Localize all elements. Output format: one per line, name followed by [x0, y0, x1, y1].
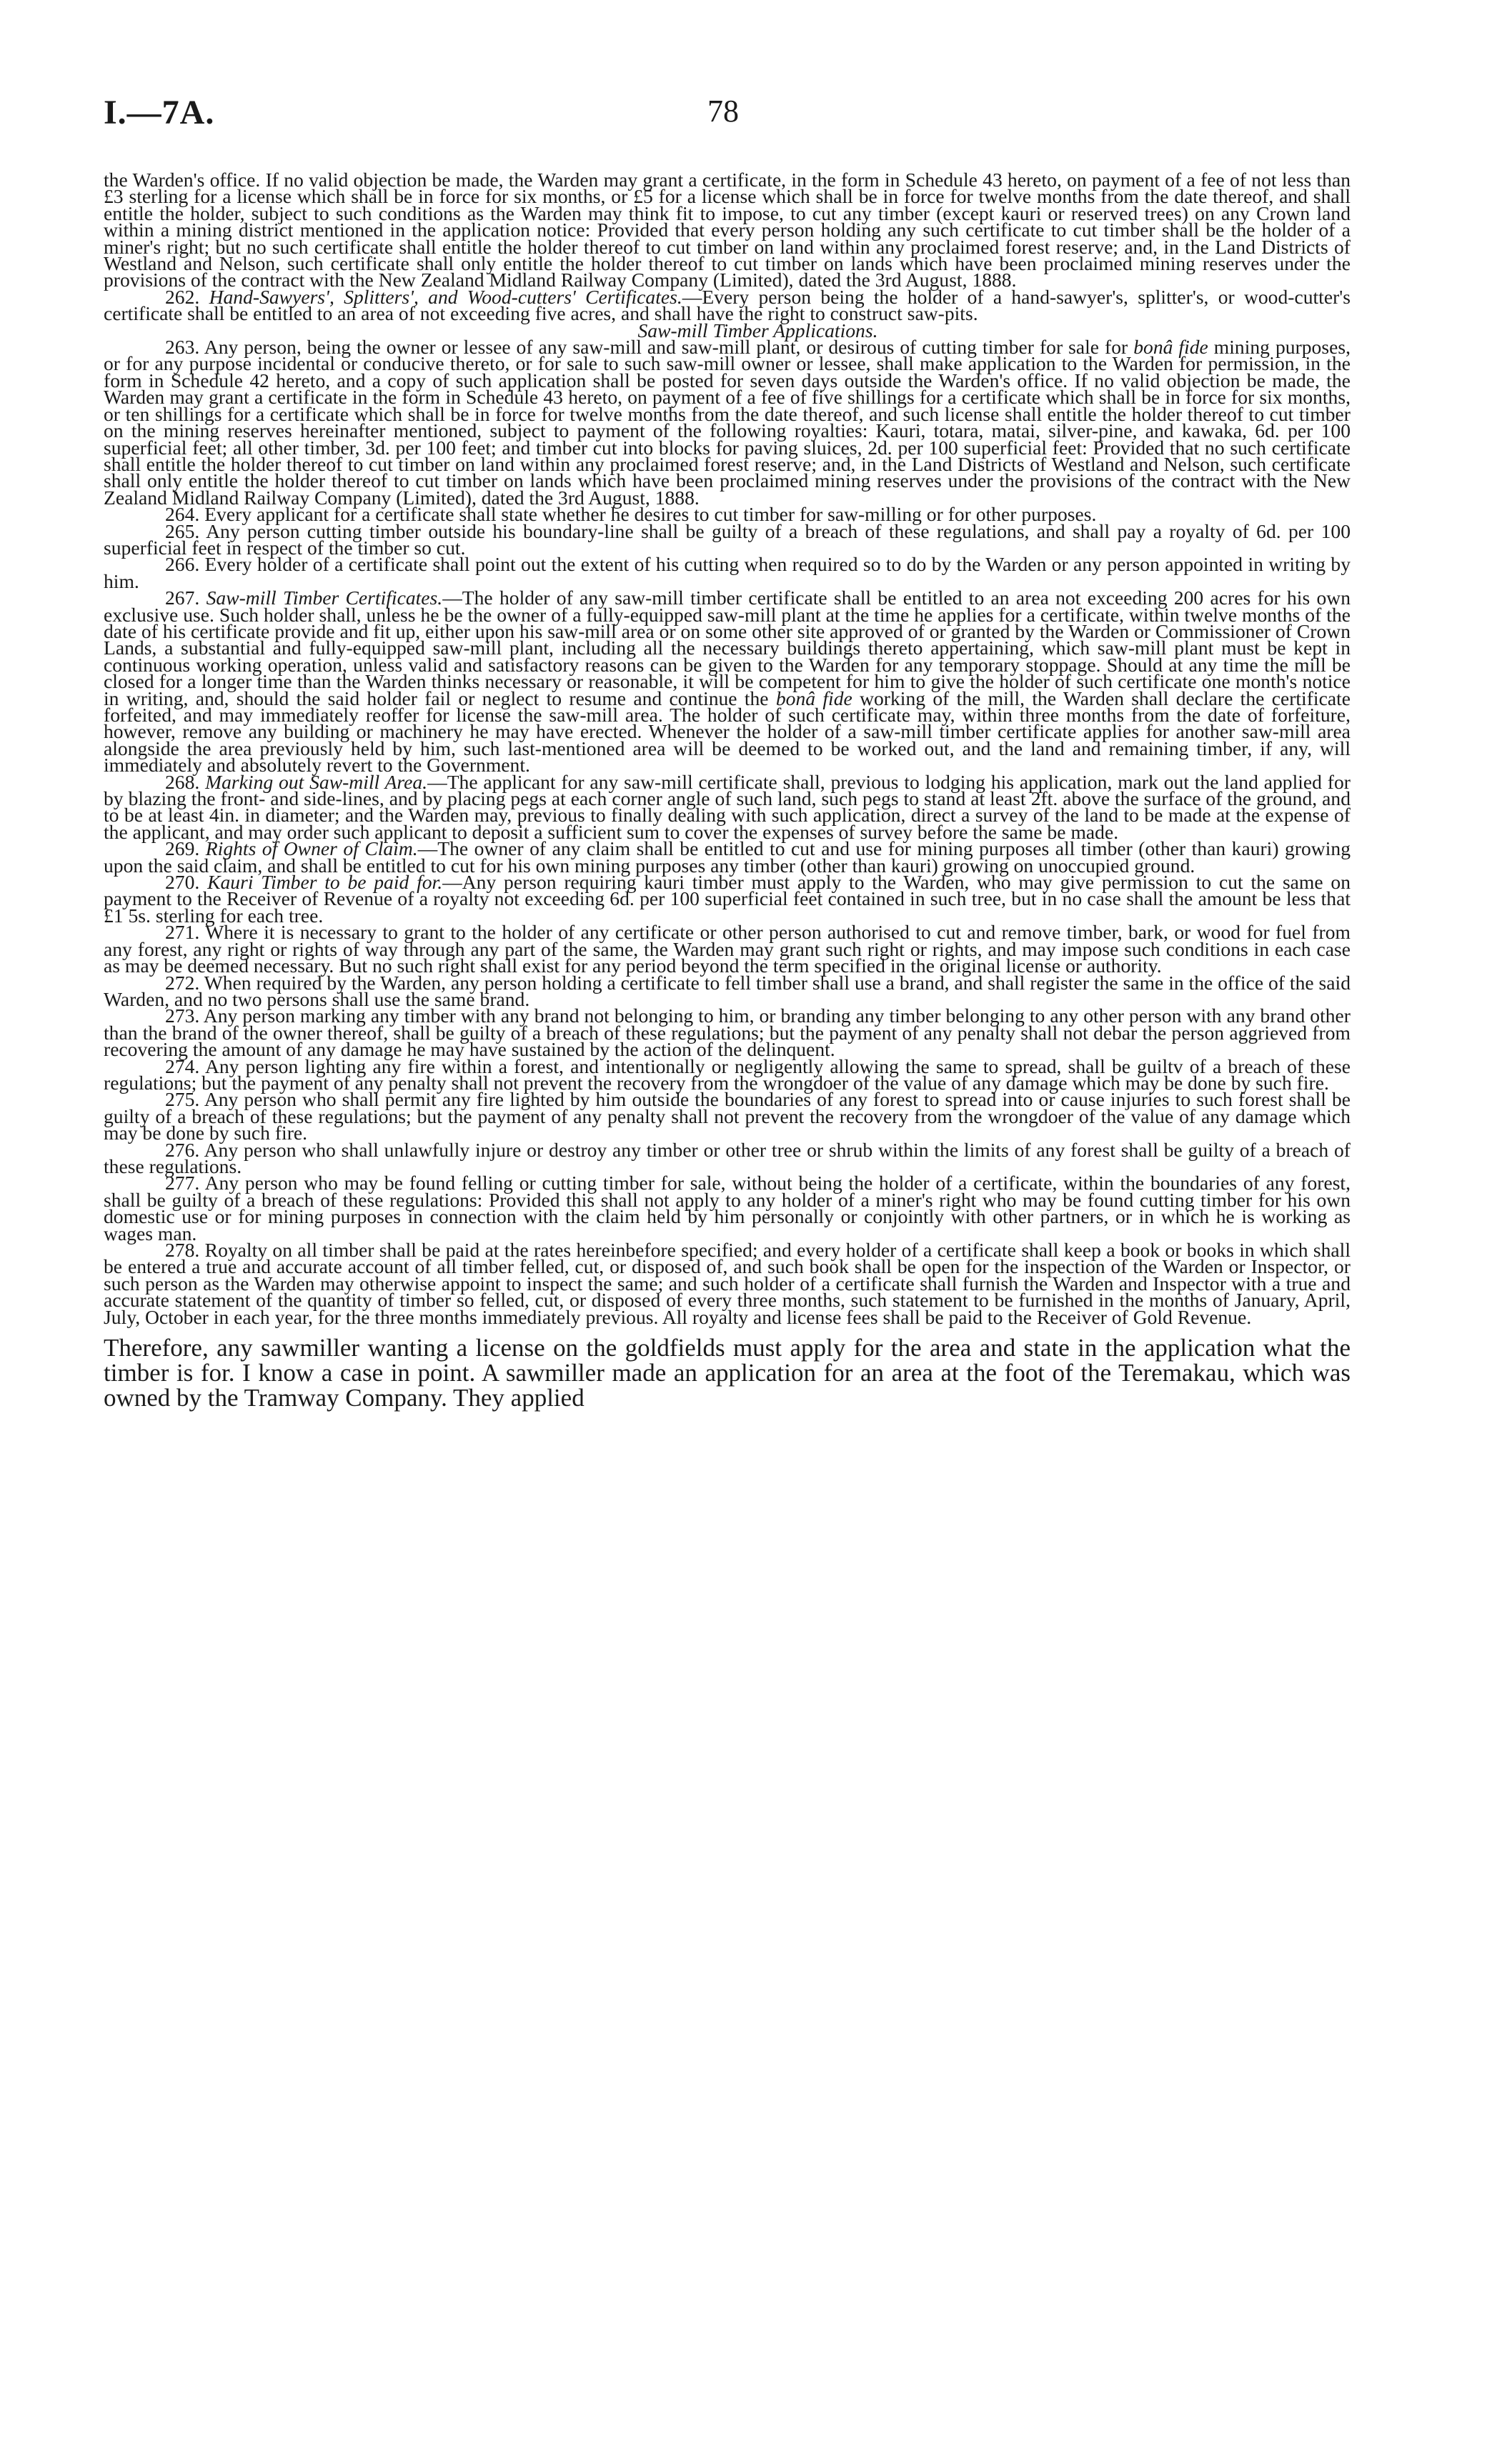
section-276: 276. Any person who shall unlawfully injure or destroy any timber or other tree or shrub within the limits of any forest shall be guilty of a breach of these regulations.	[104, 1138, 1351, 1177]
section-262: 262. Hand-Sawyers', Splitters', and Wood-cutters' Certificates.—Every person being the holder of a hand-sawyer's, splitter's, or wood-cutter's certificate shall be entitled to an area of not exceeding five acres, and shall have the right to construct saw-pits.	[104, 285, 1351, 325]
section-270: 270. Kauri Timber to be paid for.—Any person requiring kauri timber must apply to the Warden, who may give permission to cut the same on payment to the Receiver of Revenue of a royalty not exceeding 6d. per 100 superficial feet contained in such tree, but in no case shall the amount be less that £1 5s. sterling for each tree.	[104, 871, 1351, 927]
section-271: 271. Where it is necessary to grant to the holder of any certificate or other person authorised to cut and remove timber, bark, or wood for fuel from any forest, any right or rights of way through any part of the same, the Warden may grant such right or rights, and may impose such conditions in each case as may be deemed necessary. But no such right shall exist for any period beyond the term specified in the original license or authority.	[104, 921, 1351, 977]
section-273: 273. Any person marking any timber with any brand not belonging to him, or branding any timber belonging to any other person with any brand other than the brand of the owner thereof, shall be guilty of a breach of these regulations; but the payment of any penalty shall not debar the person aggrieved from recovering the amount of any damage he may have sustained by the action of the delinquent.	[104, 1004, 1351, 1061]
section-268-title: Marking out Saw-mill Area.	[205, 770, 428, 793]
section-277: 277. Any person who may be found felling or cutting timber for sale, without being the holder of a certificate, within the boundaries of any forest, shall be guilty of a breach of these regulations: Provided this shall not apply to any holder of a miner's right who may be found cutting timber for his own domestic use or for mining purposes in connection with the claim held by him personally or conjointly with other partners, or in which he is working as wages man.	[104, 1172, 1351, 1245]
document-page	[104, 93, 1351, 1410]
section-267: 267. Saw-mill Timber Certificates.—The holder of any saw-mill timber certificate shall be entitled to an area not exceeding 200 acres for his own exclusive use. Such holder shall, unless he be the owner of a fully-equipped saw-mill plant at the time he applies for a certificate, within twelve months of the date of his certificate provide and fit up, either upon his saw-mill area or on some other site approved of or granted by the Warden or Commissioner of Crown Lands, a substantial and fully-equipped saw-mill plant, including all the necessary buildings thereto appertaining, which saw-mill plant must be kept in continuous working operation, unless valid and satisfactory reasons can be given to the Warden for any temporary stoppage. Should at any time the mill be closed for a longer time than the Warden thinks necessary or reasonable, it will be competent for him to give the holder of such certificate one month's notice in writing, and, should the said holder fail or neglect to resume and continue the bonâ fide working of the mill, the Warden shall declare the certificate forfeited, and may immediately reoffer for license the saw-mill area. The holder of such certificate may, within three months from the date of forfeiture, however, remove any building or machinery he may have erected. Whenever the holder of a saw-mill timber certificate applies for another saw-mill area alongside the area previously held by him, such last-mentioned area will be deemed to be worked out, and the land and remaining timber, if any, will immediately and absolutely revert to the Government.	[104, 587, 1351, 777]
closing-paragraph	[104, 1335, 1351, 1410]
section-265: 265. Any person cutting timber outside his boundary-line shall be guilty of a breach of these regulations, and shall pay a royalty of 6d. per 100 superficial feet in respect of the timber so cut.	[104, 519, 1351, 559]
section-264: 264. Every applicant for a certificate shall state whether he desires to cut timber for saw-milling or for other purposes.	[165, 503, 1097, 526]
section-274: 274. Any person lighting any fire within a forest, and intentionally or negligently allowing the same to spread, shall be guiltv of a breach of these regulations; but the payment of any penalty shall not prevent the recovery from the wrongdoer of the value of any damage which may be done by such fire.	[104, 1054, 1351, 1094]
section-270-title: Kauri Timber to be paid for.	[207, 871, 443, 894]
section-275: 275. Any person who shall permit any fire lighted by him outside the boundaries of any forest to spread into or cause injuries to such forest shall be guilty of a breach of these regulations; but the payment of any penalty shall not prevent the recovery from the wrongdoer of the value of any damage which may be done by such fire.	[104, 1088, 1351, 1144]
section-267-title: Saw-mill Timber Certificates.	[206, 587, 443, 609]
section-268: 268. Marking out Saw-mill Area.—The applicant for any saw-mill certificate shall, previous to lodging his application, mark out the land applied for by blazing the front- and side-lines, and by placing pegs at each corner angle of such land, such pegs to stand at least 2ft. above the surface of the ground, and to be at least 4in. in diameter; and the Warden may, previous to finally dealing with such application, direct a survey of the land to be made at the expense of the applicant, and may order such applicant to deposit a sufficient sum to cover the expenses of survey before the same be made.	[104, 770, 1351, 843]
page-number: 78	[707, 94, 739, 129]
section-263: 263. Any person, being the owner or lessee of any saw-mill and saw-mill plant, or desirous of cutting timber for sale for bonâ fide mining purposes, or for any purpose incidental or conducive thereto, or for sale to such saw-mill owner or lessee, shall make application to the Warden for permission, in the form in Schedule 42 hereto, and a copy of such application shall be posted for seven days outside the Warden's office. If no valid objection be made, the Warden may grant a certificate in the form in Schedule 43 hereto, on payment of a fee of five shillings for a certificate which shall be in force for six months, or ten shillings for a certificate which shall be in force for twelve months from the date thereof, and such license shall entitle the holder thereof to cut timber on the mining reserves hereinafter mentioned, subject to payment of the following royalties: Kauri, totara, matai, silver-pine, and kawaka, 6d. per 100 superficial feet; all other timber, 3d. per 100 feet; and timber cut into blocks for paving sluices, 2d. per 100 superficial feet: Provided that no such certificate shall entitle the holder thereof to cut timber on land within any proclaimed forest reserve; and, in the Land Districts of Westland and Nelson, such certificate shall only entitle the holder thereof to cut timber on lands which have been proclaimed mining reserves under the provisions of the contract with the New Zealand Midland Railway Company (Limited), dated the 3rd August, 1888.	[104, 336, 1351, 509]
section-269: 269. Rights of Owner of Claim.—The owner of any claim shall be entitled to cut and use for mining purposes all timber (other than kauri) growing upon the said claim, and shall be entitled to cut for his own mining purposes any timber (other than kauri) growing on unoccupied ground.	[104, 837, 1351, 877]
closing-text: Therefore, any sawmiller wanting a license on the goldfields must apply for the area and state in the application what the timber is for. I know a case in point. A sawmiller made an application for an area at the foot of the Teremakau, which was owned by the Tramway Company. They applied	[104, 1334, 1351, 1412]
document-reference: I.—7A.	[104, 94, 215, 131]
page-header	[104, 93, 1351, 150]
section-262-title: Hand-Sawyers', Splitters', and Wood-cutters' Certificates.	[209, 285, 682, 308]
section-266: 266. Every holder of a certificate shall point out the extent of his cutting when required so to do by the Warden or any person appointed in writing by him.	[104, 553, 1351, 592]
section-272: 272. When required by the Warden, any person holding a certificate to fell timber shall use a brand, and shall register the same in the office of the said Warden, and no two persons shall use the same brand.	[104, 971, 1351, 1010]
opening-paragraph: the Warden's office. If no valid objection be made, the Warden may grant a certificate, in the form in Schedule 43 hereto, on payment of a fee of not less than £3 sterling for a license which shall be in force for six months, or £5 for a license which shall be in force for twelve months from the date thereof, and shall entitle the holder, subject to such conditions as the Warden may think fit to impose, to cut any timber (except kauri or reserved trees) on any Crown land within a mining district mentioned in the application notice: Provided that every person holding any such certificate to cut timber shall be the holder of a miner's right; but no such certificate shall entitle the holder thereof to cut timber on land within any proclaimed forest reserve; and, in the Land Districts of Westland and Nelson, such certificate shall only entitle the holder thereof to cut timber on lands which have been proclaimed mining reserves under the provisions of the contract with the New Zealand Midland Railway Company (Limited), dated the 3rd August, 1888.	[104, 169, 1351, 291]
subheading-saw-mill: Saw-mill Timber Applications.	[637, 319, 878, 341]
section-278: 278. Royalty on all timber shall be paid at the rates hereinbefore specified; and every holder of a certificate shall keep a book or books in which shall be entered a true and accurate account of all timber felled, cut, or disposed of, and such book shall be open for the inspection of the Warden or Inspector, or such person as the Warden may otherwise appoint to inspect the same; and such holder of a certificate shall furnish the Warden and Inspector with a true and accurate statement of the quantity of timber so felled, cut, or disposed of every three months, such statement to be furnished in the months of January, April, July, October in each year, for the three months immediately previous. All royalty and license fees shall be paid to the Receiver of Gold Revenue.	[104, 1239, 1351, 1328]
section-269-title: Rights of Owner of Claim.	[205, 837, 418, 860]
regulations-body	[104, 169, 1351, 1328]
